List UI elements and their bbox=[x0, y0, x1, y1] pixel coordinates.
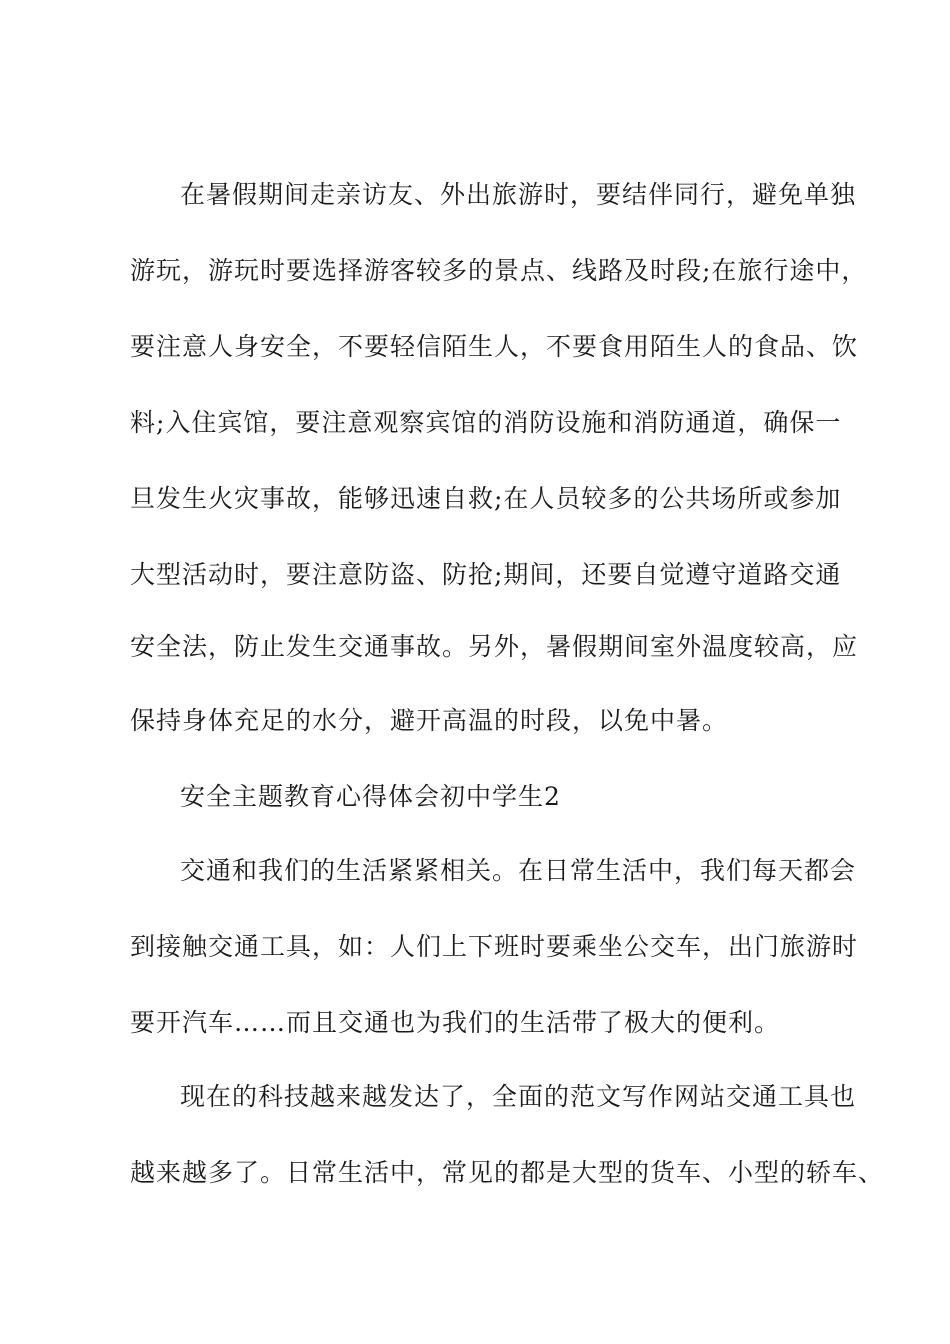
paragraph-1-line-5: 旦发生火灾事故，能够迅速自救;在人员较多的公共场所或参加 bbox=[130, 484, 842, 513]
paragraph-1-line-2: 游玩，游玩时要选择游客较多的景点、线路及时段;在旅行途中， bbox=[130, 256, 868, 285]
paragraph-2-line-1: 交通和我们的生活紧紧相关。在日常生活中，我们每天都会 bbox=[180, 856, 857, 885]
paragraph-2-line-2: 到接触交通工具，如：人们上下班时要乘坐公交车，出门旅游时 bbox=[130, 932, 859, 961]
paragraph-1-line-3: 要注意人身安全，不要轻信陌生人，不要食用陌生人的食品、饮 bbox=[130, 332, 859, 361]
paragraph-1-line-1: 在暑假期间走亲访友、外出旅游时，要结伴同行，避免单独 bbox=[180, 180, 857, 209]
paragraph-3-line-2: 越来越多了。日常生活中，常见的都是大型的货车、小型的轿车、 bbox=[130, 1158, 885, 1187]
paragraph-3-line-1: 现在的科技越来越发达了，全面的范文写作网站交通工具也 bbox=[180, 1082, 857, 1111]
paragraph-1-line-6: 大型活动时，要注意防盗、防抢;期间，还要自觉遵守道路交通 bbox=[130, 560, 842, 589]
paragraph-1-line-7: 安全法，防止发生交通事故。另外，暑假期间室外温度较高，应 bbox=[130, 632, 859, 661]
paragraph-2-line-3: 要开汽车……而且交通也为我们的生活带了极大的便利。 bbox=[130, 1008, 781, 1037]
paragraph-1-line-4: 料;入住宾馆，要注意观察宾馆的消防设施和消防通道，确保一 bbox=[130, 408, 842, 437]
paragraph-1-line-8: 保持身体充足的水分，避开高温的时段，以免中暑。 bbox=[130, 706, 729, 735]
section-heading: 安全主题教育心得体会初中学生2 bbox=[180, 782, 561, 811]
